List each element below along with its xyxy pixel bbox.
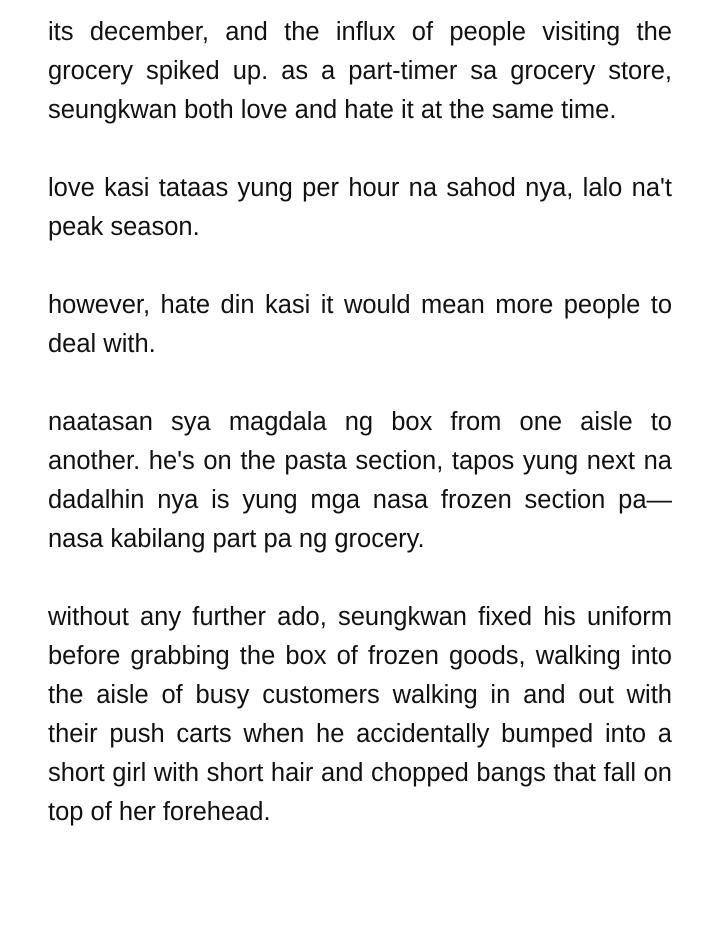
paragraph-4: naatasan sya magdala ng box from one aisle to another. he's on the pasta section, tapos yung next na dadalhin nya is yung mga nasa frozen section pa—nasa kabilang part pa ng grocery. xyxy=(48,408,672,553)
paragraph-3: however, hate din kasi it would mean more people to deal with. xyxy=(48,291,672,358)
paragraph-2: love kasi tataas yung per hour na sahod nya, lalo na't peak season. xyxy=(48,174,672,241)
paragraph-5: without any further ado, seungkwan fixed his uniform before grabbing the box of frozen goods, walking into the aisle of busy customers walking in and out with their push carts when he accidentally bumped into a short girl with short hair and chopped bangs that fall on top of her forehead. xyxy=(48,603,672,826)
paragraph-1: its december, and the influx of people visiting the grocery spiked up. as a part-timer sa grocery store, seungkwan both love and hate it at the same time. xyxy=(48,18,672,124)
